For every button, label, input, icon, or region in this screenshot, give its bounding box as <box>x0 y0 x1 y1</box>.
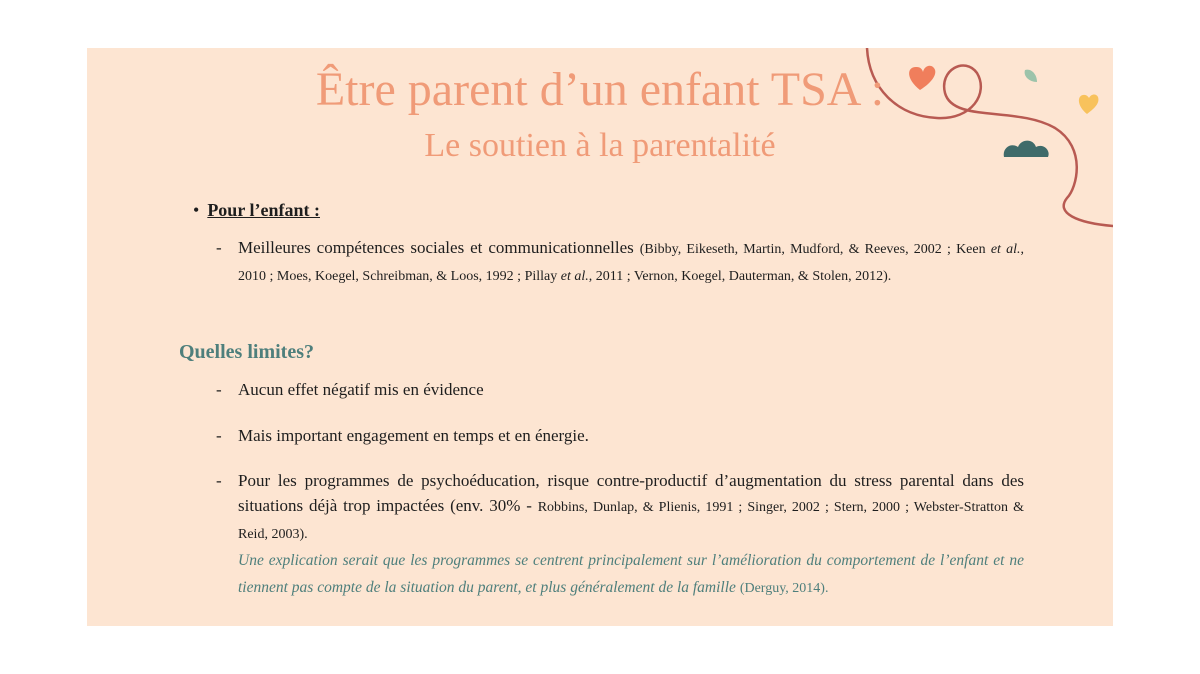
dash-icon: - <box>216 426 222 445</box>
slide-subtitle: Le soutien à la parentalité <box>424 127 776 164</box>
citation-etal: et al. <box>990 242 1021 257</box>
item-text: Aucun effet négatif mis en évidence <box>238 380 484 399</box>
citation-etal: et al. <box>560 269 589 284</box>
item-text: Mais important engagement en temps et en énergie. <box>238 426 589 445</box>
citation-text: , 2011 ; Vernon, Koegel, Dauterman, & Stolen, 2012). <box>588 269 892 284</box>
list-item-engagement <box>218 423 1024 448</box>
dash-icon: - <box>216 471 222 490</box>
list-item-effet <box>218 377 1024 402</box>
list-item-psychoeducation <box>218 468 1024 602</box>
item-main-text: Meilleures compétences sociales et communicationnelles <box>238 238 634 257</box>
section-heading-enfant <box>193 200 320 221</box>
dash-icon: - <box>216 380 222 399</box>
citation-text: , 2010 ; Moes, Koegel, Schreibman, & Loos, 1992 ; Pillay <box>238 242 1025 284</box>
slide <box>87 48 1113 626</box>
citation-text: Robbins, Dunlap, & Plienis, 1991 ; Singer, 2002 ; Stern, 2000 ; Webster-Stratton & Reid, 2003). <box>238 500 1024 542</box>
note-citation: (Derguy, 2014). <box>739 581 829 596</box>
list-item-competences <box>218 235 1024 289</box>
citation-text: (Bibby, Eikeseth, Martin, Mudford, & Reeves, 2002 ; Keen <box>639 242 986 257</box>
note-text: Une explication serait que les programmes se centrent principalement sur l’amélioration du comportement de l’enfant et ne tiennent pas compte de la situation du parent, et plus généralement de la famille <box>238 552 1024 596</box>
dash-icon: - <box>216 238 222 257</box>
explanation-note <box>238 547 1024 602</box>
item-main-text: Pour les programmes de psychoéducation, risque contre-productif d’augmentation du stress parental dans des situations déjà trop impactées (env. 30% - <box>238 471 1024 515</box>
bullet-icon: • <box>193 200 200 220</box>
slide-title: Être parent d’un enfant TSA : <box>315 63 885 116</box>
section-heading-label: Pour l’enfant : <box>207 200 320 220</box>
section-heading-limites: Quelles limites? <box>179 341 314 363</box>
